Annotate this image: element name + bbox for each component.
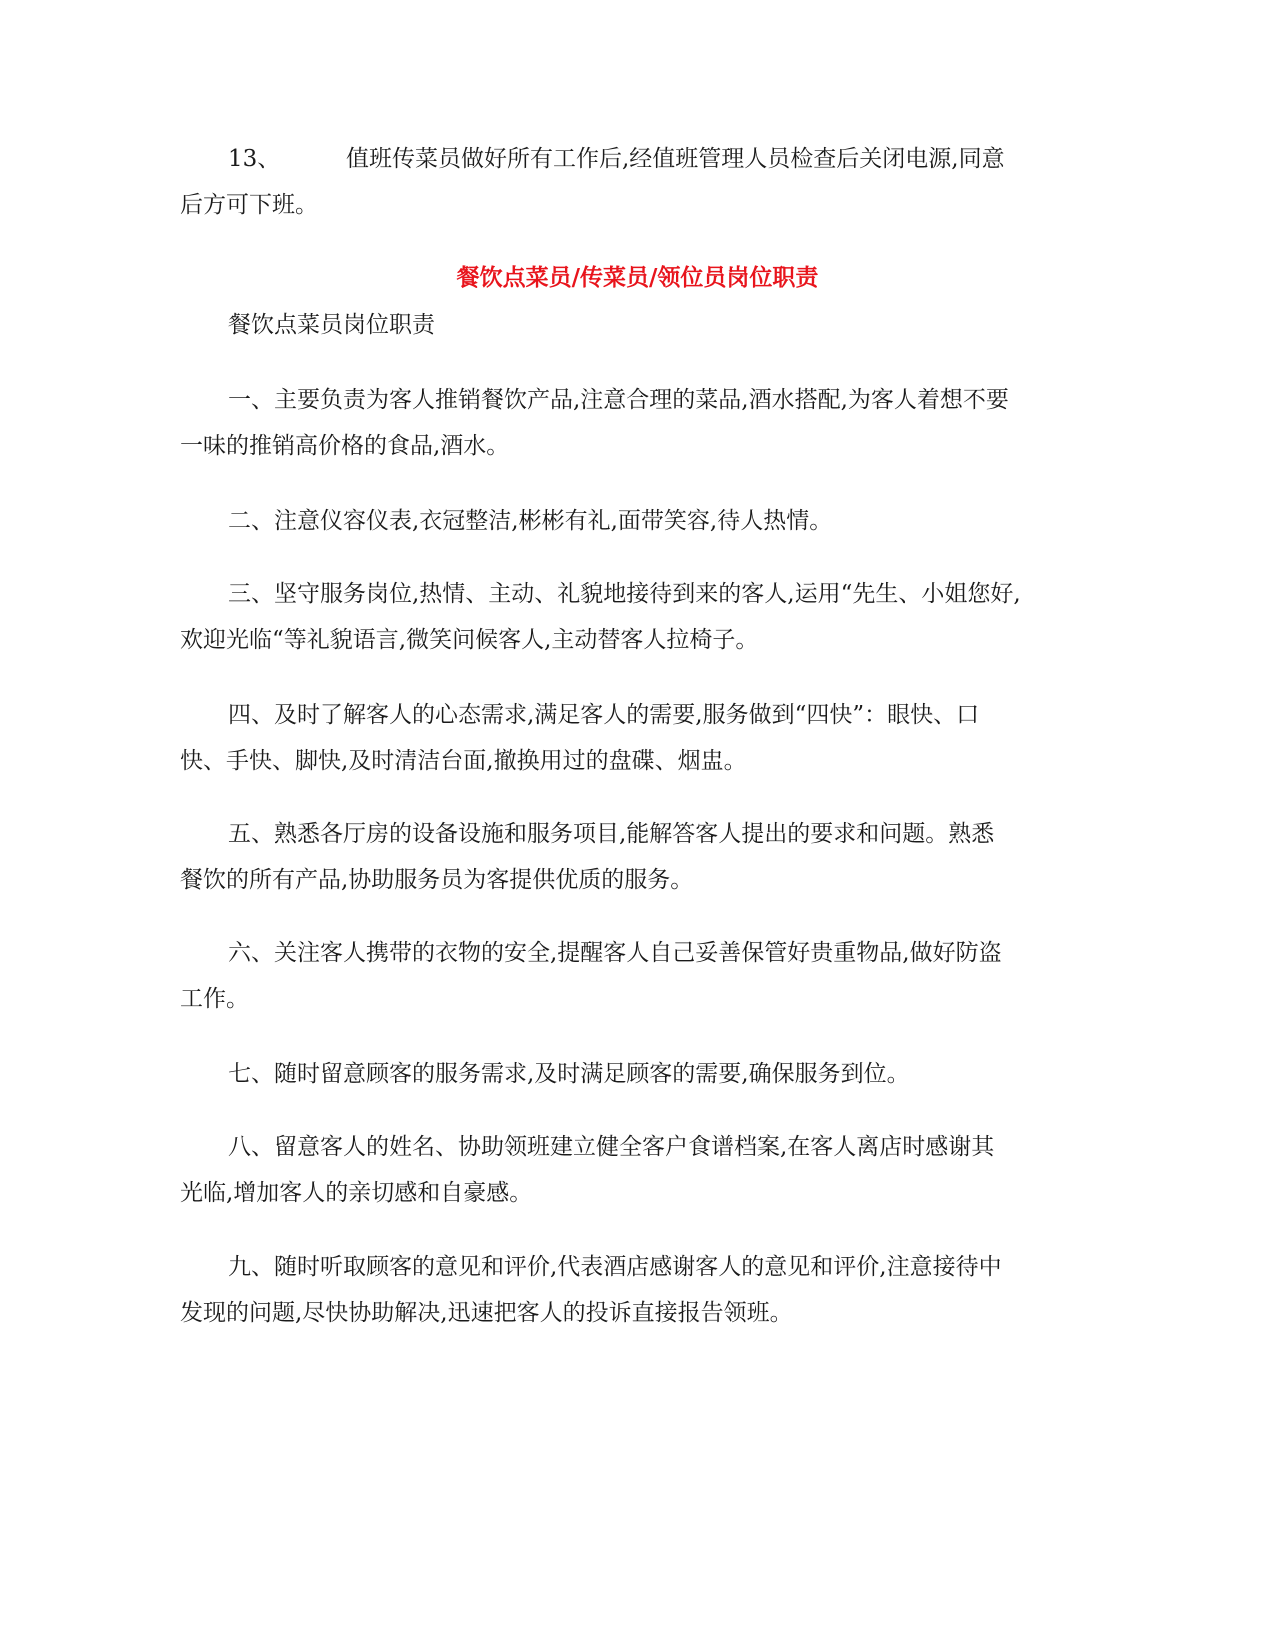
- duty-8-line-1: 八、留意客人的姓名、协助领班建立健全客户食谱档案,在客人离店时感谢其: [228, 1134, 995, 1160]
- duty-3-line-2: 欢迎光临“等礼貌语言,微笑问候客人,主动替客人拉椅子。: [180, 627, 759, 653]
- item-13-number: 13、: [228, 146, 281, 172]
- duty-3-line-1: 三、坚守服务岗位,热情、主动、礼貌地接待到来的客人,运用“先生、小姐您好,: [228, 581, 1021, 607]
- duty-paragraph-1: [180, 377, 1050, 469]
- duty-paragraph-8: [180, 1124, 1050, 1216]
- section-heading: 餐饮点菜员/传菜员/领位员岗位职责: [456, 264, 819, 291]
- duty-paragraph-6: [180, 930, 1050, 1022]
- duty-2-line-1: 二、注意仪容仪表,衣冠整洁,彬彬有礼,面带笑容,待人热情。: [228, 508, 833, 534]
- duty-9-line-1: 九、随时听取顾客的意见和评价,代表酒店感谢客人的意见和评价,注意接待中: [228, 1254, 1002, 1280]
- duty-paragraph-7: [180, 1051, 1050, 1097]
- subheading: [180, 302, 1050, 348]
- duty-paragraph-2: [180, 498, 1050, 544]
- item-13-first-line: [180, 136, 1050, 182]
- duty-4-line-2: 快、手快、脚快,及时清洁台面,撤换用过的盘碟、烟盅。: [180, 748, 747, 774]
- subheading-text: 餐饮点菜员岗位职责: [228, 312, 435, 338]
- duty-paragraph-3: [180, 571, 1050, 663]
- duty-7-line-1: 七、随时留意顾客的服务需求,及时满足顾客的需要,确保服务到位。: [228, 1061, 910, 1087]
- duty-6-line-1: 六、关注客人携带的衣物的安全,提醒客人自己妥善保管好贵重物品,做好防盗: [228, 940, 1002, 966]
- duty-paragraph-9: [180, 1244, 1050, 1336]
- duty-paragraph-5: [180, 811, 1050, 903]
- duty-4-line-1: 四、及时了解客人的心态需求,满足客人的需要,服务做到“四快”：眼快、口: [228, 702, 980, 728]
- duty-5-line-1: 五、熟悉各厅房的设备设施和服务项目,能解答客人提出的要求和问题。熟悉: [228, 821, 995, 847]
- item-13-text-line-1: 值班传菜员做好所有工作后,经值班管理人员检查后关闭电源,同意: [346, 146, 1005, 172]
- duty-8-line-2: 光临,增加客人的亲切感和自豪感。: [180, 1180, 533, 1206]
- item-13-paragraph: [180, 136, 1050, 228]
- duty-9-line-2: 发现的问题,尽快协助解决,迅速把客人的投诉直接报告领班。: [180, 1300, 793, 1326]
- item-13-text-line-2: 后方可下班。: [180, 192, 318, 218]
- duty-1-line-2: 一味的推销高价格的食品,酒水。: [180, 433, 510, 459]
- duty-paragraph-4: [180, 692, 1050, 784]
- duty-6-line-2: 工作。: [180, 986, 249, 1012]
- duty-1-line-1: 一、主要负责为客人推销餐饮产品,注意合理的菜品,酒水搭配,为客人着想不要: [228, 387, 1009, 413]
- duty-5-line-2: 餐饮的所有产品,协助服务员为客提供优质的服务。: [180, 867, 694, 893]
